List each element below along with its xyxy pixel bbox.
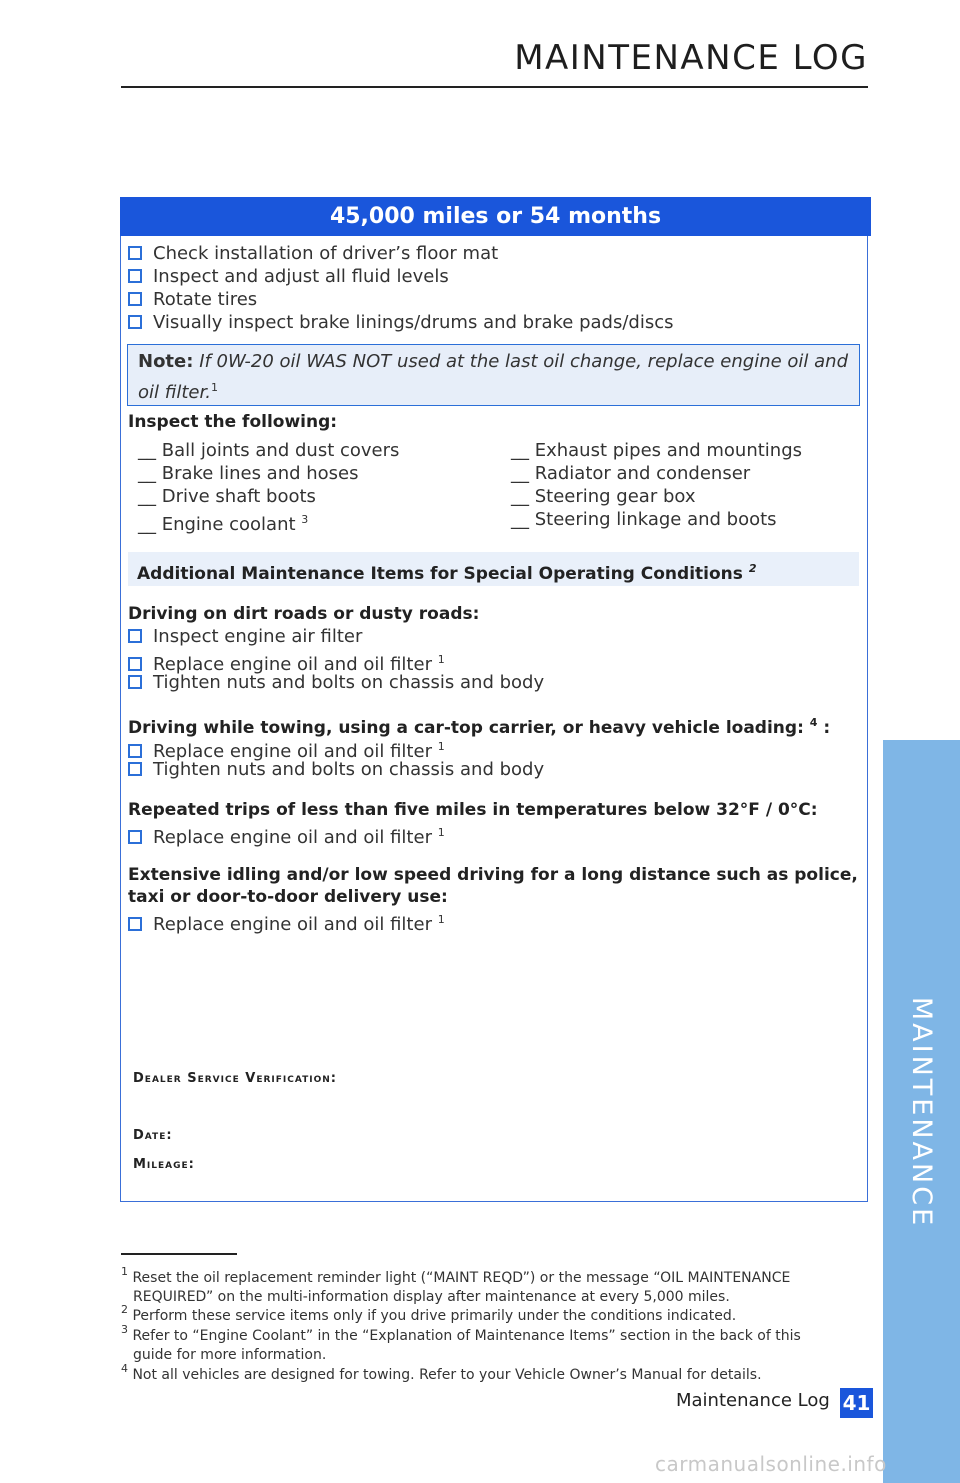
inspect-item: __ Steering gear box [511,486,696,507]
towing-heading: Driving while towing, using a car-top carrier, or heavy vehicle loading: $^4$ : [128,716,831,738]
side-tab-label: MAINTENANCE [906,996,938,1229]
watermark: carmanualsonline.info [655,1452,887,1476]
title-rule [121,86,868,88]
footnote-2: $^2$ Perform these service items only if you drive primarily under the conditions indicated. [121,1303,737,1324]
footnote-1: $^1$ Reset the oil replacement reminder light (“MAINT REQD”) or the message “OIL MAINTENANCE REQUIRED” on the multi-information display after maintenance at every 5,000 miles. [121,1265,791,1305]
note-footnote-ref: 1 [210,381,218,394]
oil-note [127,344,860,406]
interval-header: 45,000 miles or 54 months [120,197,871,236]
dusty-roads-heading: Driving on dirt roads or dusty roads: [128,604,480,624]
checkbox-icon[interactable] [128,830,142,844]
page-number: 41 [840,1388,873,1418]
inspect-item: __ Steering linkage and boots [511,509,777,530]
checkbox-icon[interactable] [128,269,142,283]
checklist-item[interactable]: Replace engine oil and oil filter $^1$ [128,821,445,844]
checklist-item[interactable]: Tighten nuts and bolts on chassis and body [128,758,544,781]
inspect-item: __ Exhaust pipes and mountings [511,440,802,461]
checklist-item[interactable]: Rotate tires [128,288,257,311]
page-title: MAINTENANCE LOG [514,38,868,78]
checkbox-icon[interactable] [128,762,142,776]
note-text: If 0W-20 oil WAS NOT used at the last oil change, replace engine oil and oil filter. [138,351,849,403]
checklist-item[interactable]: Inspect and adjust all fluid levels [128,265,449,288]
checkbox-icon[interactable] [128,657,142,671]
short-trips-heading: Repeated trips of less than five miles in temperatures below 32°F / 0°C: [128,800,818,820]
footer-section-label: Maintenance Log [676,1390,830,1411]
checklist-item[interactable]: Replace engine oil and oil filter $^1$ [128,648,445,671]
inspect-item-coolant: __ Engine coolant $^3$ [138,513,309,535]
note-label: Note: [138,351,194,372]
checklist-item[interactable]: Tighten nuts and bolts on chassis and body [128,671,544,694]
inspect-item: __ Drive shaft boots [138,486,316,507]
inspect-item: __ Brake lines and hoses [138,463,359,484]
checklist-item[interactable]: Replace engine oil and oil filter $^1$ [128,735,445,758]
mileage-label: Mileage: [133,1157,195,1172]
special-conditions-heading: Additional Maintenance Items for Special Operating Conditions $^2$ [128,552,859,586]
checkbox-icon[interactable] [128,744,142,758]
side-tab-label-wrap [898,996,946,1229]
footnote-rule [121,1253,237,1255]
footnote-3: $^3$ Refer to “Engine Coolant” in the “Explanation of Maintenance Items” section in the back of this guide for more information. [121,1323,801,1363]
checkbox-icon[interactable] [128,675,142,689]
checklist-item[interactable]: Replace engine oil and oil filter $^1$ [128,908,445,931]
coolant-footnote-ref: 3 [301,513,309,526]
checklist-item[interactable]: Check installation of driver’s floor mat [128,242,498,265]
checkbox-icon[interactable] [128,629,142,643]
date-label: Date: [133,1128,173,1143]
checkbox-icon[interactable] [128,917,142,931]
checkbox-icon[interactable] [128,246,142,260]
checkbox-icon[interactable] [128,292,142,306]
inspect-heading: Inspect the following: [128,412,338,432]
checklist-item[interactable]: Inspect engine air filter [128,625,362,648]
checklist-item[interactable]: Visually inspect brake linings/drums and brake pads/discs [128,311,674,334]
special-footnote-ref: 2 [748,562,757,575]
footnote-4: $^4$ Not all vehicles are designed for towing. Refer to your Vehicle Owner’s Manual for details. [121,1362,762,1383]
inspect-item: __ Radiator and condenser [511,463,751,484]
dealer-verification-label: Dealer Service Verification: [133,1071,338,1086]
idling-heading: Extensive idling and/or low speed driving for a long distance such as police, taxi or door-to-door delivery use: [128,865,858,907]
checkbox-icon[interactable] [128,315,142,329]
inspect-item: __ Ball joints and dust covers [138,440,400,461]
